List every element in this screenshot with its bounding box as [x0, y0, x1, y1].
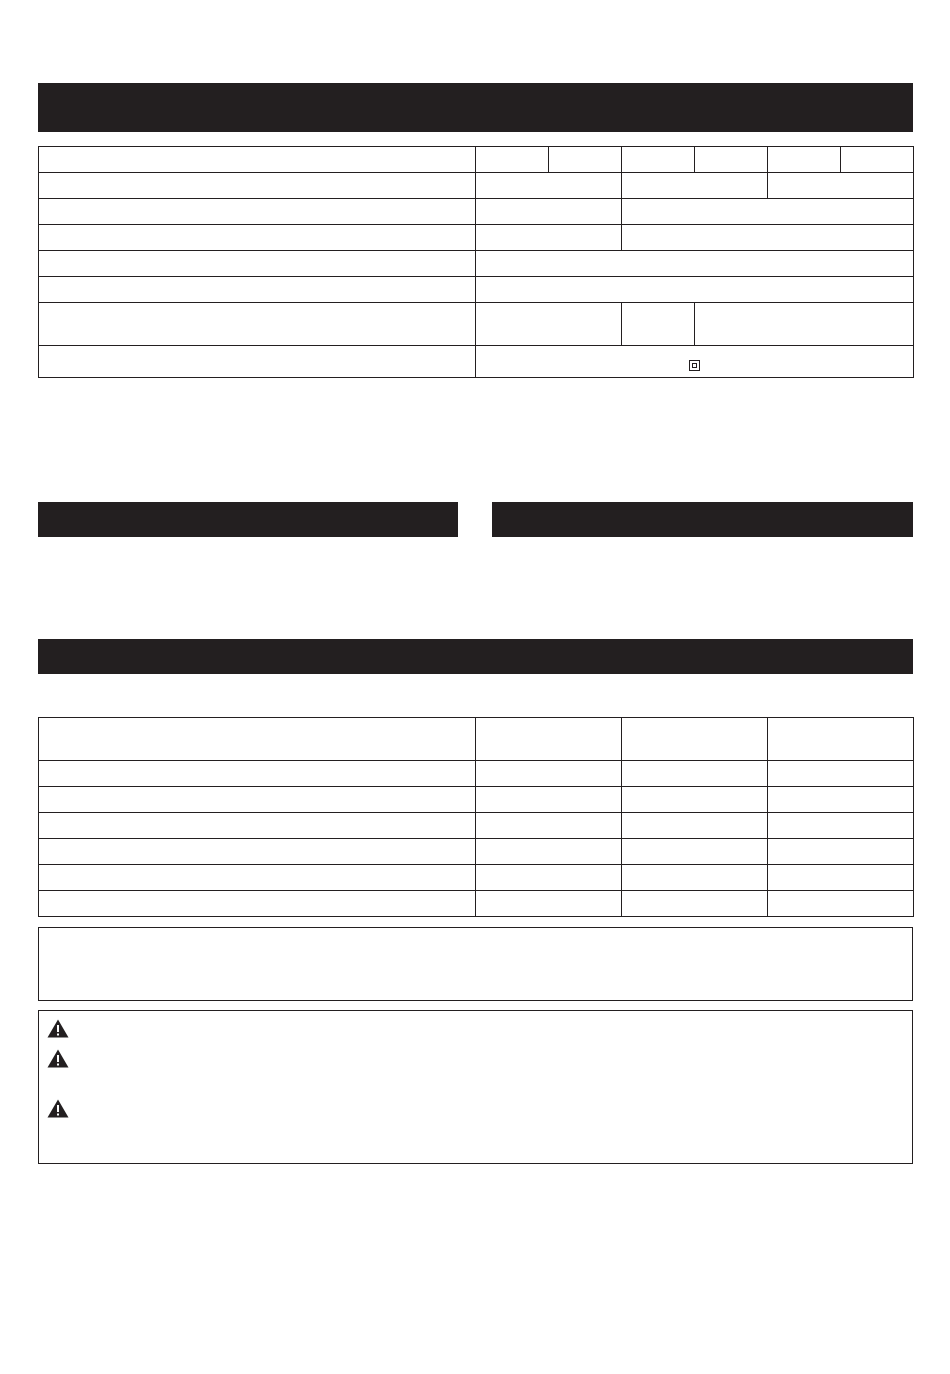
spec-label: [39, 251, 476, 277]
warning-item: [47, 1049, 77, 1068]
noise-cell: [622, 891, 768, 917]
specifications-title-bar: [38, 83, 913, 132]
spec-label: [39, 277, 476, 303]
right-heading-bar: [492, 502, 913, 537]
spec-cell: [695, 147, 768, 173]
spec-cell: [476, 147, 549, 173]
spec-row: [39, 173, 914, 199]
note-text: [39, 928, 912, 944]
spec-row: [39, 251, 914, 277]
warning-triangle-icon: [47, 1019, 69, 1038]
spec-cell: [622, 173, 768, 199]
spec-cell: [549, 147, 622, 173]
noise-cell: [476, 839, 622, 865]
noise-row: [39, 761, 914, 787]
noise-cell: [622, 813, 768, 839]
noise-cell: [768, 865, 914, 891]
spec-cell: [476, 303, 622, 346]
spec-cell-insulation: [476, 346, 914, 378]
noise-cell: [39, 865, 476, 891]
noise-title-bar: [38, 639, 913, 674]
spec-label: [39, 147, 476, 173]
note-box: [38, 927, 913, 1001]
spec-label: [39, 225, 476, 251]
noise-row: [39, 891, 914, 917]
spec-cell: [622, 199, 914, 225]
spec-cell: [476, 225, 622, 251]
specifications-table: [38, 146, 914, 378]
spec-cell: [622, 303, 695, 346]
noise-header: [476, 718, 622, 761]
spec-cell: [476, 173, 622, 199]
spec-row: [39, 346, 914, 378]
noise-header: [39, 718, 476, 761]
spec-cell: [768, 173, 914, 199]
spec-label: [39, 303, 476, 346]
warning-box: [38, 1010, 913, 1164]
noise-cell: [39, 891, 476, 917]
spec-cell: [768, 147, 841, 173]
spec-cell: [476, 251, 914, 277]
noise-cell: [39, 787, 476, 813]
noise-header-row: [39, 718, 914, 761]
noise-cell: [39, 813, 476, 839]
noise-cell: [476, 865, 622, 891]
spec-label: [39, 199, 476, 225]
spec-row: [39, 277, 914, 303]
noise-table: [38, 717, 914, 917]
noise-cell: [39, 839, 476, 865]
noise-cell: [622, 761, 768, 787]
noise-cell: [39, 761, 476, 787]
noise-cell: [476, 813, 622, 839]
noise-cell: [622, 865, 768, 891]
warning-item: [47, 1099, 77, 1118]
spec-row: [39, 199, 914, 225]
spec-row: [39, 147, 914, 173]
noise-row: [39, 787, 914, 813]
spec-cell: [622, 225, 914, 251]
noise-row: [39, 839, 914, 865]
left-heading-bar: [38, 502, 458, 537]
noise-cell: [622, 787, 768, 813]
warning-item: [47, 1019, 77, 1038]
spec-cell: [695, 303, 914, 346]
double-insulation-icon: [689, 360, 700, 371]
noise-header: [622, 718, 768, 761]
noise-cell: [768, 761, 914, 787]
noise-header: [768, 718, 914, 761]
noise-cell: [476, 761, 622, 787]
noise-cell: [768, 839, 914, 865]
spec-row: [39, 303, 914, 346]
noise-row: [39, 813, 914, 839]
spec-row: [39, 225, 914, 251]
spec-cell: [841, 147, 914, 173]
spec-cell: [476, 199, 622, 225]
noise-cell: [622, 839, 768, 865]
warning-triangle-icon: [47, 1049, 69, 1068]
spec-label: [39, 346, 476, 378]
spec-cell: [476, 277, 914, 303]
spec-label: [39, 173, 476, 199]
spec-cell: [622, 147, 695, 173]
noise-cell: [476, 891, 622, 917]
noise-row: [39, 865, 914, 891]
noise-cell: [476, 787, 622, 813]
noise-cell: [768, 787, 914, 813]
warning-triangle-icon: [47, 1099, 69, 1118]
noise-cell: [768, 891, 914, 917]
noise-cell: [768, 813, 914, 839]
